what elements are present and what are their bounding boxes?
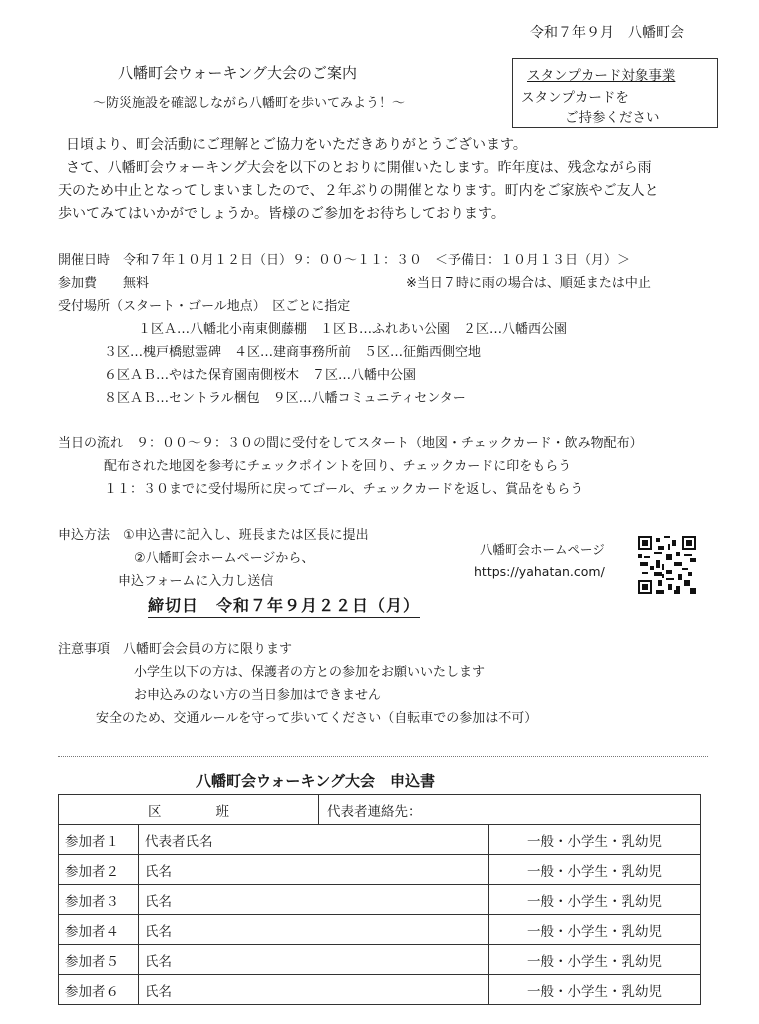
page-subtitle: ～防災施設を確認しながら八幡町を歩いてみよう！～ — [93, 96, 406, 111]
intro-line-1: 日頃より、町会活動にご理解とご協力をいただきありがとうございます。 — [66, 137, 527, 153]
flow-line-1: 当日の流れ ９：００～９：３０の間に受付をしてスタート（地図・チェックカード・飲み物配布） — [58, 436, 643, 451]
participant-row — [59, 945, 701, 975]
intro-line-3: 天のため中止となってしまいましたので、２年ぶりの開催となります。町内をご家族やご友人と — [58, 183, 659, 199]
form-title: 八幡町会ウォーキング大会 申込書 — [196, 772, 435, 790]
participant-row — [59, 975, 701, 1005]
homepage-label: 八幡町会ホームページ — [480, 542, 605, 557]
date-organizer: 令和７年９月 八幡町会 — [530, 25, 684, 41]
intro-line-4: 歩いてみてはいかがでしょうか。皆様のご参加をお待ちしております。 — [58, 206, 505, 222]
participant-label: 参加者３ — [59, 885, 139, 915]
participant-label: 参加者５ — [59, 945, 139, 975]
apply-method-1: 申込方法 ①申込書に記入し、班長または区長に提出 — [58, 528, 369, 543]
apply-method-3: 申込フォームに入力し送信 — [118, 574, 274, 589]
participant-row — [59, 885, 701, 915]
cut-line — [58, 756, 708, 757]
place-line-4: ８区ＡＢ…セントラル梱包 ９区…八幡コミュニティセンター — [104, 391, 466, 406]
application-deadline: 締切日 令和７年９月２２日（月） — [148, 593, 420, 618]
participation-fee: 参加費 無料 — [58, 276, 150, 291]
stamp-card-notice — [512, 58, 718, 128]
rain-note: ※当日７時に雨の場合は、順延または中止 — [406, 276, 651, 291]
participant-label: 参加者６ — [59, 975, 139, 1005]
district-group-field[interactable]: 区 班 — [59, 795, 319, 825]
qr-code-icon[interactable] — [638, 536, 696, 594]
participant-row — [59, 915, 701, 945]
participant-category[interactable]: 一般・小学生・乳幼児 — [489, 975, 701, 1005]
note-line-2: 小学生以下の方は、保護者の方との参加をお願いいたします — [134, 665, 486, 680]
participant-name-field[interactable]: 氏名 — [139, 945, 489, 975]
note-line-3: お申込みのない方の当日参加はできません — [134, 688, 382, 703]
stamp-notice-heading: スタンプカード対象事業 — [527, 68, 676, 84]
stamp-notice-line2: スタンプカードを — [521, 90, 629, 106]
participant-name-field[interactable]: 氏名 — [139, 915, 489, 945]
event-date: 開催日時 令和７年１０月１２日（日）９：００～１１：３０ ＜予備日：１０月１３日（月）＞ — [58, 253, 631, 268]
place-line-3: ６区ＡＢ…やはた保育園南側桜木 ７区…八幡中公園 — [104, 368, 417, 383]
participant-label: 参加者４ — [59, 915, 139, 945]
homepage-url[interactable]: https://yahatan.com/ — [474, 564, 605, 579]
flow-line-3: １１：３０までに受付場所に戻ってゴール、チェックカードを返し、賞品をもらう — [104, 482, 584, 497]
participant-category[interactable]: 一般・小学生・乳幼児 — [489, 915, 701, 945]
application-form-table — [58, 794, 701, 1005]
flow-line-2: 配布された地図を参考にチェックポイントを回り、チェックカードに印をもらう — [104, 459, 572, 474]
participant-category[interactable]: 一般・小学生・乳幼児 — [489, 945, 701, 975]
place-line-1: １区Ａ…八幡北小南東側藤棚 １区Ｂ…ふれあい公園 ２区…八幡西公園 — [138, 322, 568, 337]
participant-label: 参加者２ — [59, 855, 139, 885]
place-line-2: ３区…槐戸橋慰霊碑 ４区…建商事務所前 ５区…征鮨西側空地 — [104, 345, 482, 360]
participant-category[interactable]: 一般・小学生・乳幼児 — [489, 885, 701, 915]
stamp-notice-line3: ご持参ください — [565, 110, 660, 126]
form-header-row — [59, 795, 701, 825]
participant-label: 参加者１ — [59, 825, 139, 855]
participant-row — [59, 855, 701, 885]
participant-row — [59, 825, 701, 855]
apply-method-2: ②八幡町会ホームページから、 — [134, 551, 315, 566]
note-line-4: 安全のため、交通ルールを守って歩いてください（自転車での参加は不可） — [96, 711, 538, 726]
intro-line-2: さて、八幡町会ウォーキング大会を以下のとおりに開催いたします。昨年度は、残念ながら雨 — [66, 160, 652, 176]
participant-name-field[interactable]: 氏名 — [139, 885, 489, 915]
participant-name-field[interactable]: 代表者氏名 — [139, 825, 489, 855]
reception-place: 受付場所（スタート・ゴール地点） 区ごとに指定 — [58, 299, 351, 314]
representative-contact-field[interactable]: 代表者連絡先： — [319, 795, 701, 825]
participant-name-field[interactable]: 氏名 — [139, 855, 489, 885]
page-title: 八幡町会ウォーキング大会のご案内 — [118, 64, 357, 82]
participant-category[interactable]: 一般・小学生・乳幼児 — [489, 855, 701, 885]
participant-category[interactable]: 一般・小学生・乳幼児 — [489, 825, 701, 855]
note-line-1: 注意事項 八幡町会会員の方に限ります — [58, 642, 293, 657]
participant-name-field[interactable]: 氏名 — [139, 975, 489, 1005]
